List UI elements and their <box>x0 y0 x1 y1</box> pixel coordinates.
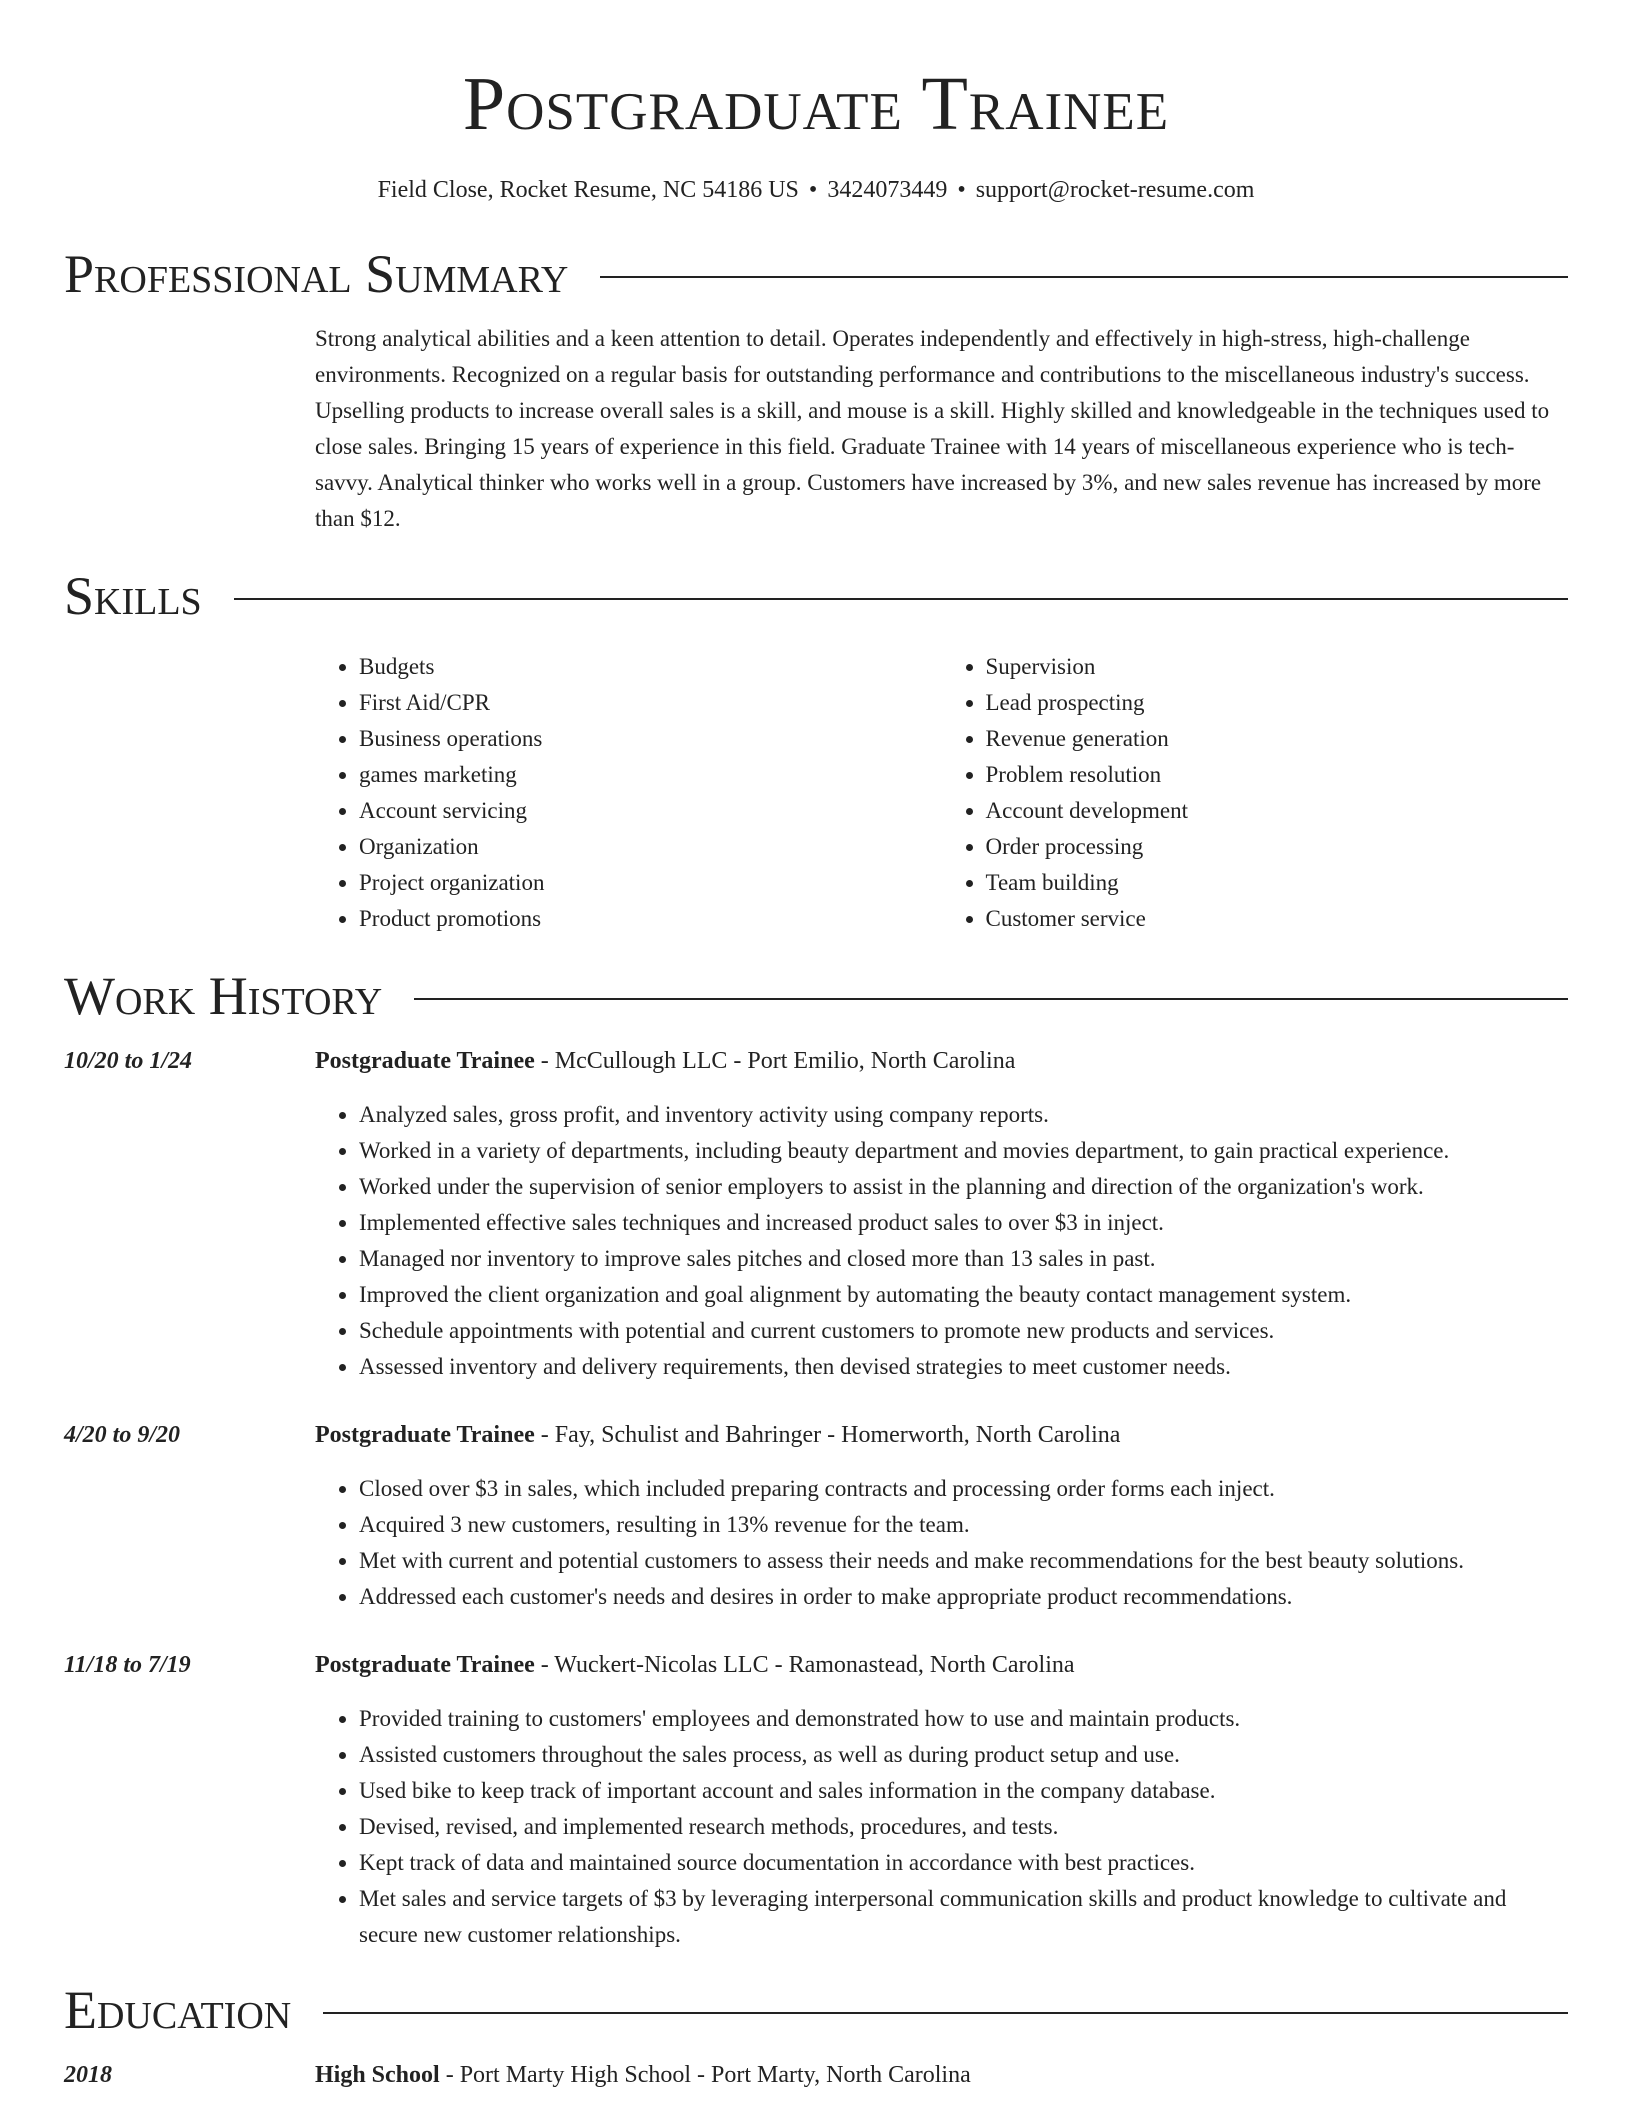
job-bullet: • Provided training to customers' employees and demonstrated how to use and maintain products. <box>359 1701 1568 1737</box>
skill-item: • Customer service <box>986 901 1569 937</box>
job-title-line <box>315 1417 1568 1453</box>
education-title-line <box>315 2057 1568 2093</box>
work-section-header <box>64 965 1568 1026</box>
job-bullet: • Devised, revised, and implemented research methods, procedures, and tests. <box>359 1809 1568 1845</box>
job-bullet: • Met with current and potential customers to assess their needs and make recommendations for the best beauty solutions. <box>359 1543 1568 1579</box>
contact-phone: 3424073449 <box>827 177 948 203</box>
contact-line <box>64 176 1568 205</box>
skill-item: • Budgets <box>359 649 942 685</box>
job-role: Postgraduate Trainee <box>315 1421 535 1448</box>
job-bullet: • Managed nor inventory to improve sales pitches and closed more than 13 sales in past. <box>359 1241 1568 1277</box>
resume-page <box>64 0 1568 2093</box>
skill-item: • Order processing <box>986 829 1569 865</box>
skill-item: • Problem resolution <box>986 757 1569 793</box>
job-company: - McCullough LLC - Port Emilio, North Carolina <box>534 1047 1016 1074</box>
job-bullet: • Worked under the supervision of senior employers to assist in the planning and direction of the organization's work. <box>359 1169 1568 1205</box>
skills-column-right <box>942 649 1569 937</box>
contact-email: support@rocket-resume.com <box>975 177 1255 203</box>
job-bullet: • Implemented effective sales techniques and increased product sales to over $3 in inject. <box>359 1205 1568 1241</box>
summary-section-title: Professional Summary <box>64 243 569 304</box>
skill-item: • Product promotions <box>359 901 942 937</box>
contact-address: Field Close, Rocket Resume, NC 54186 US <box>377 177 799 203</box>
skill-item: • Project organization <box>359 865 942 901</box>
job-bullet: • Schedule appointments with potential and current customers to promote new products and services. <box>359 1313 1568 1349</box>
skill-item: • Revenue generation <box>986 721 1569 757</box>
job-entry <box>64 1043 1568 1385</box>
job-title-line <box>315 1647 1568 1683</box>
education-school: - Port Marty High School - Port Marty, North Carolina <box>439 2061 971 2088</box>
job-bullets <box>315 1701 1568 1953</box>
job-title-line <box>315 1043 1568 1079</box>
education-degree: High School <box>315 2061 440 2088</box>
job-dates: 11/18 to 7/19 <box>64 1651 191 1678</box>
skill-item: • First Aid/CPR <box>359 685 942 721</box>
section-divider <box>234 598 1568 600</box>
job-bullet: • Addressed each customer's needs and desires in order to make appropriate product recommendations. <box>359 1579 1568 1615</box>
job-bullet: • Assisted customers throughout the sales process, as well as during product setup and use. <box>359 1737 1568 1773</box>
work-section-title: Work History <box>64 965 383 1026</box>
contact-separator: • <box>957 177 966 203</box>
job-role: Postgraduate Trainee <box>315 1651 535 1678</box>
job-entry <box>64 1647 1568 1953</box>
contact-separator: • <box>808 177 818 203</box>
skill-item: • Account development <box>986 793 1569 829</box>
skills-list <box>315 649 1568 937</box>
skill-item: • Organization <box>359 829 942 865</box>
education-section-title: Education <box>64 1979 292 2040</box>
job-dates: 10/20 to 1/24 <box>64 1047 193 1074</box>
skill-item: • Team building <box>986 865 1569 901</box>
job-bullets <box>315 1471 1568 1615</box>
job-company: - Wuckert-Nicolas LLC - Ramonastead, North Carolina <box>534 1651 1075 1678</box>
job-role: Postgraduate Trainee <box>315 1047 535 1074</box>
education-year: 2018 <box>64 2061 112 2088</box>
job-bullet: • Improved the client organization and goal alignment by automating the beauty contact management system. <box>359 1277 1568 1313</box>
education-entry <box>64 2057 1568 2093</box>
job-company: - Fay, Schulist and Bahringer - Homerworth, North Carolina <box>534 1421 1121 1448</box>
summary-text: Strong analytical abilities and a keen attention to detail. Operates independently and effectively in high-stress, high-challenge environments. Recognized on a regular basis for outstanding performance and contributions to the miscellaneous industry's success. Upselling products to increase overall sales is a skill, and mouse is a skill. Highly skilled and knowledgeable in the techniques used to close sales. Bringing 15 years of experience in this field. Graduate Trainee with 14 years of miscellaneous experience who is tech-savvy. Analytical thinker who works well in a group. Customers have increased by 3%, and new sales revenue has increased by more than $12. <box>315 325 1550 531</box>
job-bullet: • Kept track of data and maintained source documentation in accordance with best practices. <box>359 1845 1568 1881</box>
skill-item: • Supervision <box>986 649 1569 685</box>
candidate-name: Postgraduate Trainee <box>462 62 1170 146</box>
skill-item: • Business operations <box>359 721 942 757</box>
skills-section-header <box>64 565 1568 626</box>
job-bullet: • Worked in a variety of departments, including beauty department and movies department, to gain practical experience. <box>359 1133 1568 1169</box>
summary-section-header <box>64 243 1568 304</box>
job-entry <box>64 1417 1568 1615</box>
skill-item: • games marketing <box>359 757 942 793</box>
skill-item: • Account servicing <box>359 793 942 829</box>
section-divider <box>323 2012 1568 2014</box>
job-bullet: • Analyzed sales, gross profit, and inventory activity using company reports. <box>359 1097 1568 1133</box>
job-bullet: • Assessed inventory and delivery requirements, then devised strategies to meet customer needs. <box>359 1349 1568 1385</box>
job-dates: 4/20 to 9/20 <box>64 1421 181 1448</box>
skills-column-left <box>315 649 942 937</box>
section-divider <box>414 998 1568 1000</box>
job-body <box>315 1043 1568 1385</box>
skill-item: • Lead prospecting <box>986 685 1569 721</box>
job-body <box>315 1647 1568 1953</box>
job-bullet: • Acquired 3 new customers, resulting in 13% revenue for the team. <box>359 1507 1568 1543</box>
section-divider <box>600 276 1568 278</box>
job-body <box>315 1417 1568 1615</box>
education-body <box>315 2057 1568 2093</box>
job-bullet: • Closed over $3 in sales, which included preparing contracts and processing order forms each inject. <box>359 1471 1568 1507</box>
job-bullets <box>315 1097 1568 1385</box>
job-bullet: • Used bike to keep track of important account and sales information in the company database. <box>359 1773 1568 1809</box>
education-section-header <box>64 1979 1568 2040</box>
skills-section-title: Skills <box>64 565 202 626</box>
job-bullet: • Met sales and service targets of $3 by leveraging interpersonal communication skills and product knowledge to cultivate and secure new customer relationships. <box>359 1881 1568 1953</box>
